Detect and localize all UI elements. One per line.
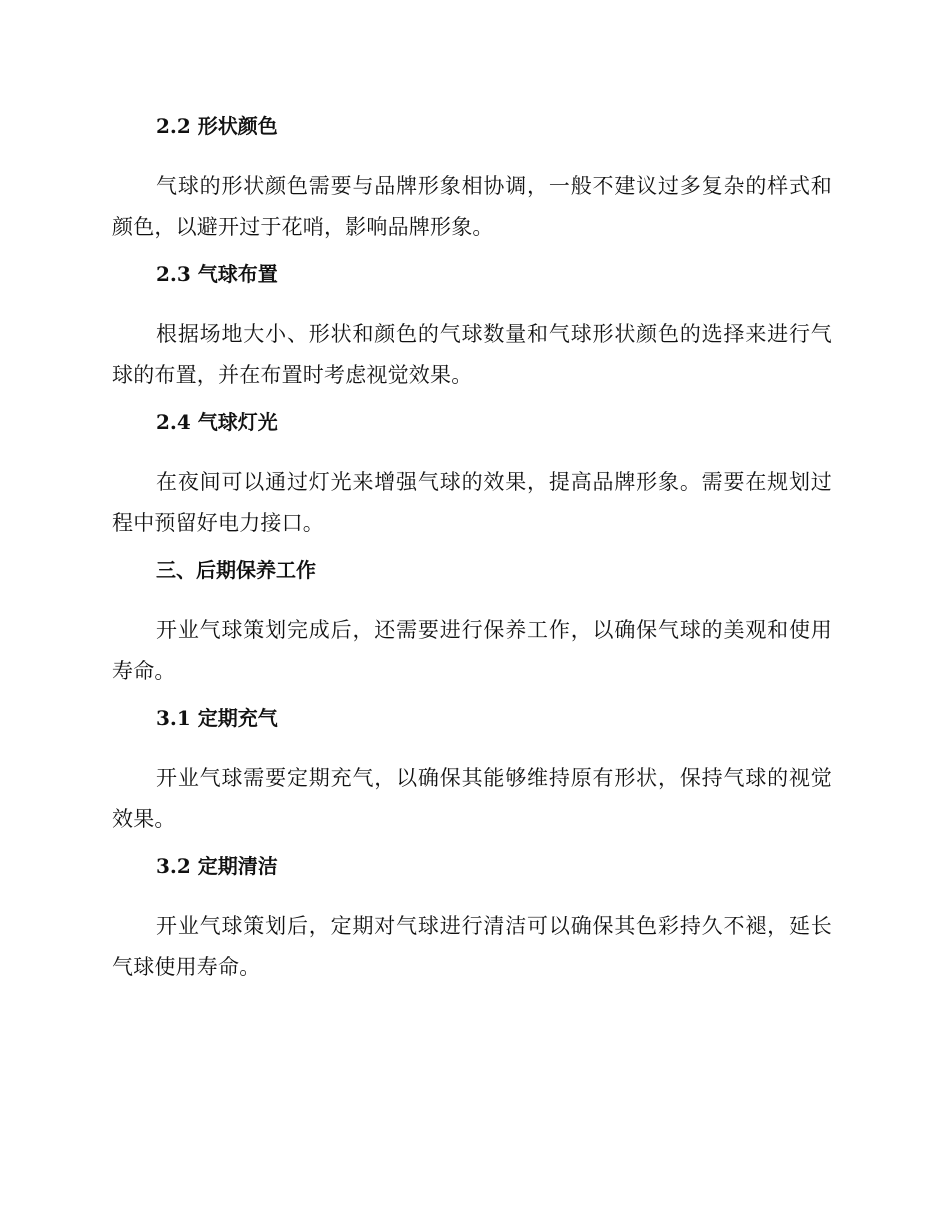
paragraph-balloon-layout: 根据场地大小、形状和颜色的气球数量和气球形状颜色的选择来进行气球的布置，并在布置时考虑视觉效果。 <box>112 322 832 387</box>
paragraph-regular-inflation: 开业气球需要定期充气，以确保其能够维持原有形状，保持气球的视觉效果。 <box>112 766 832 831</box>
paragraph-shape-color: 气球的形状颜色需要与品牌形象相协调，一般不建议过多复杂的样式和颜色，以避开过于花哨，影响品牌形象。 <box>112 174 832 239</box>
section-heading-3-2: 3.2 定期清洁 <box>156 854 278 878</box>
paragraph-maintenance-intro: 开业气球策划完成后，还需要进行保养工作，以确保气球的美观和使用寿命。 <box>112 618 832 683</box>
paragraph-balloon-lighting: 在夜间可以通过灯光来增强气球的效果，提高品牌形象。需要在规划过程中预留好电力接口。 <box>112 470 832 535</box>
section-heading-3: 三、后期保养工作 <box>156 558 316 582</box>
paragraph-regular-cleaning: 开业气球策划后，定期对气球进行清洁可以确保其色彩持久不褪，延长气球使用寿命。 <box>112 914 832 979</box>
section-heading-2-3: 2.3 气球布置 <box>156 262 278 286</box>
section-heading-3-1: 3.1 定期充气 <box>156 706 278 730</box>
section-heading-2-4: 2.4 气球灯光 <box>156 410 278 434</box>
section-heading-2-2: 2.2 形状颜色 <box>156 114 278 138</box>
